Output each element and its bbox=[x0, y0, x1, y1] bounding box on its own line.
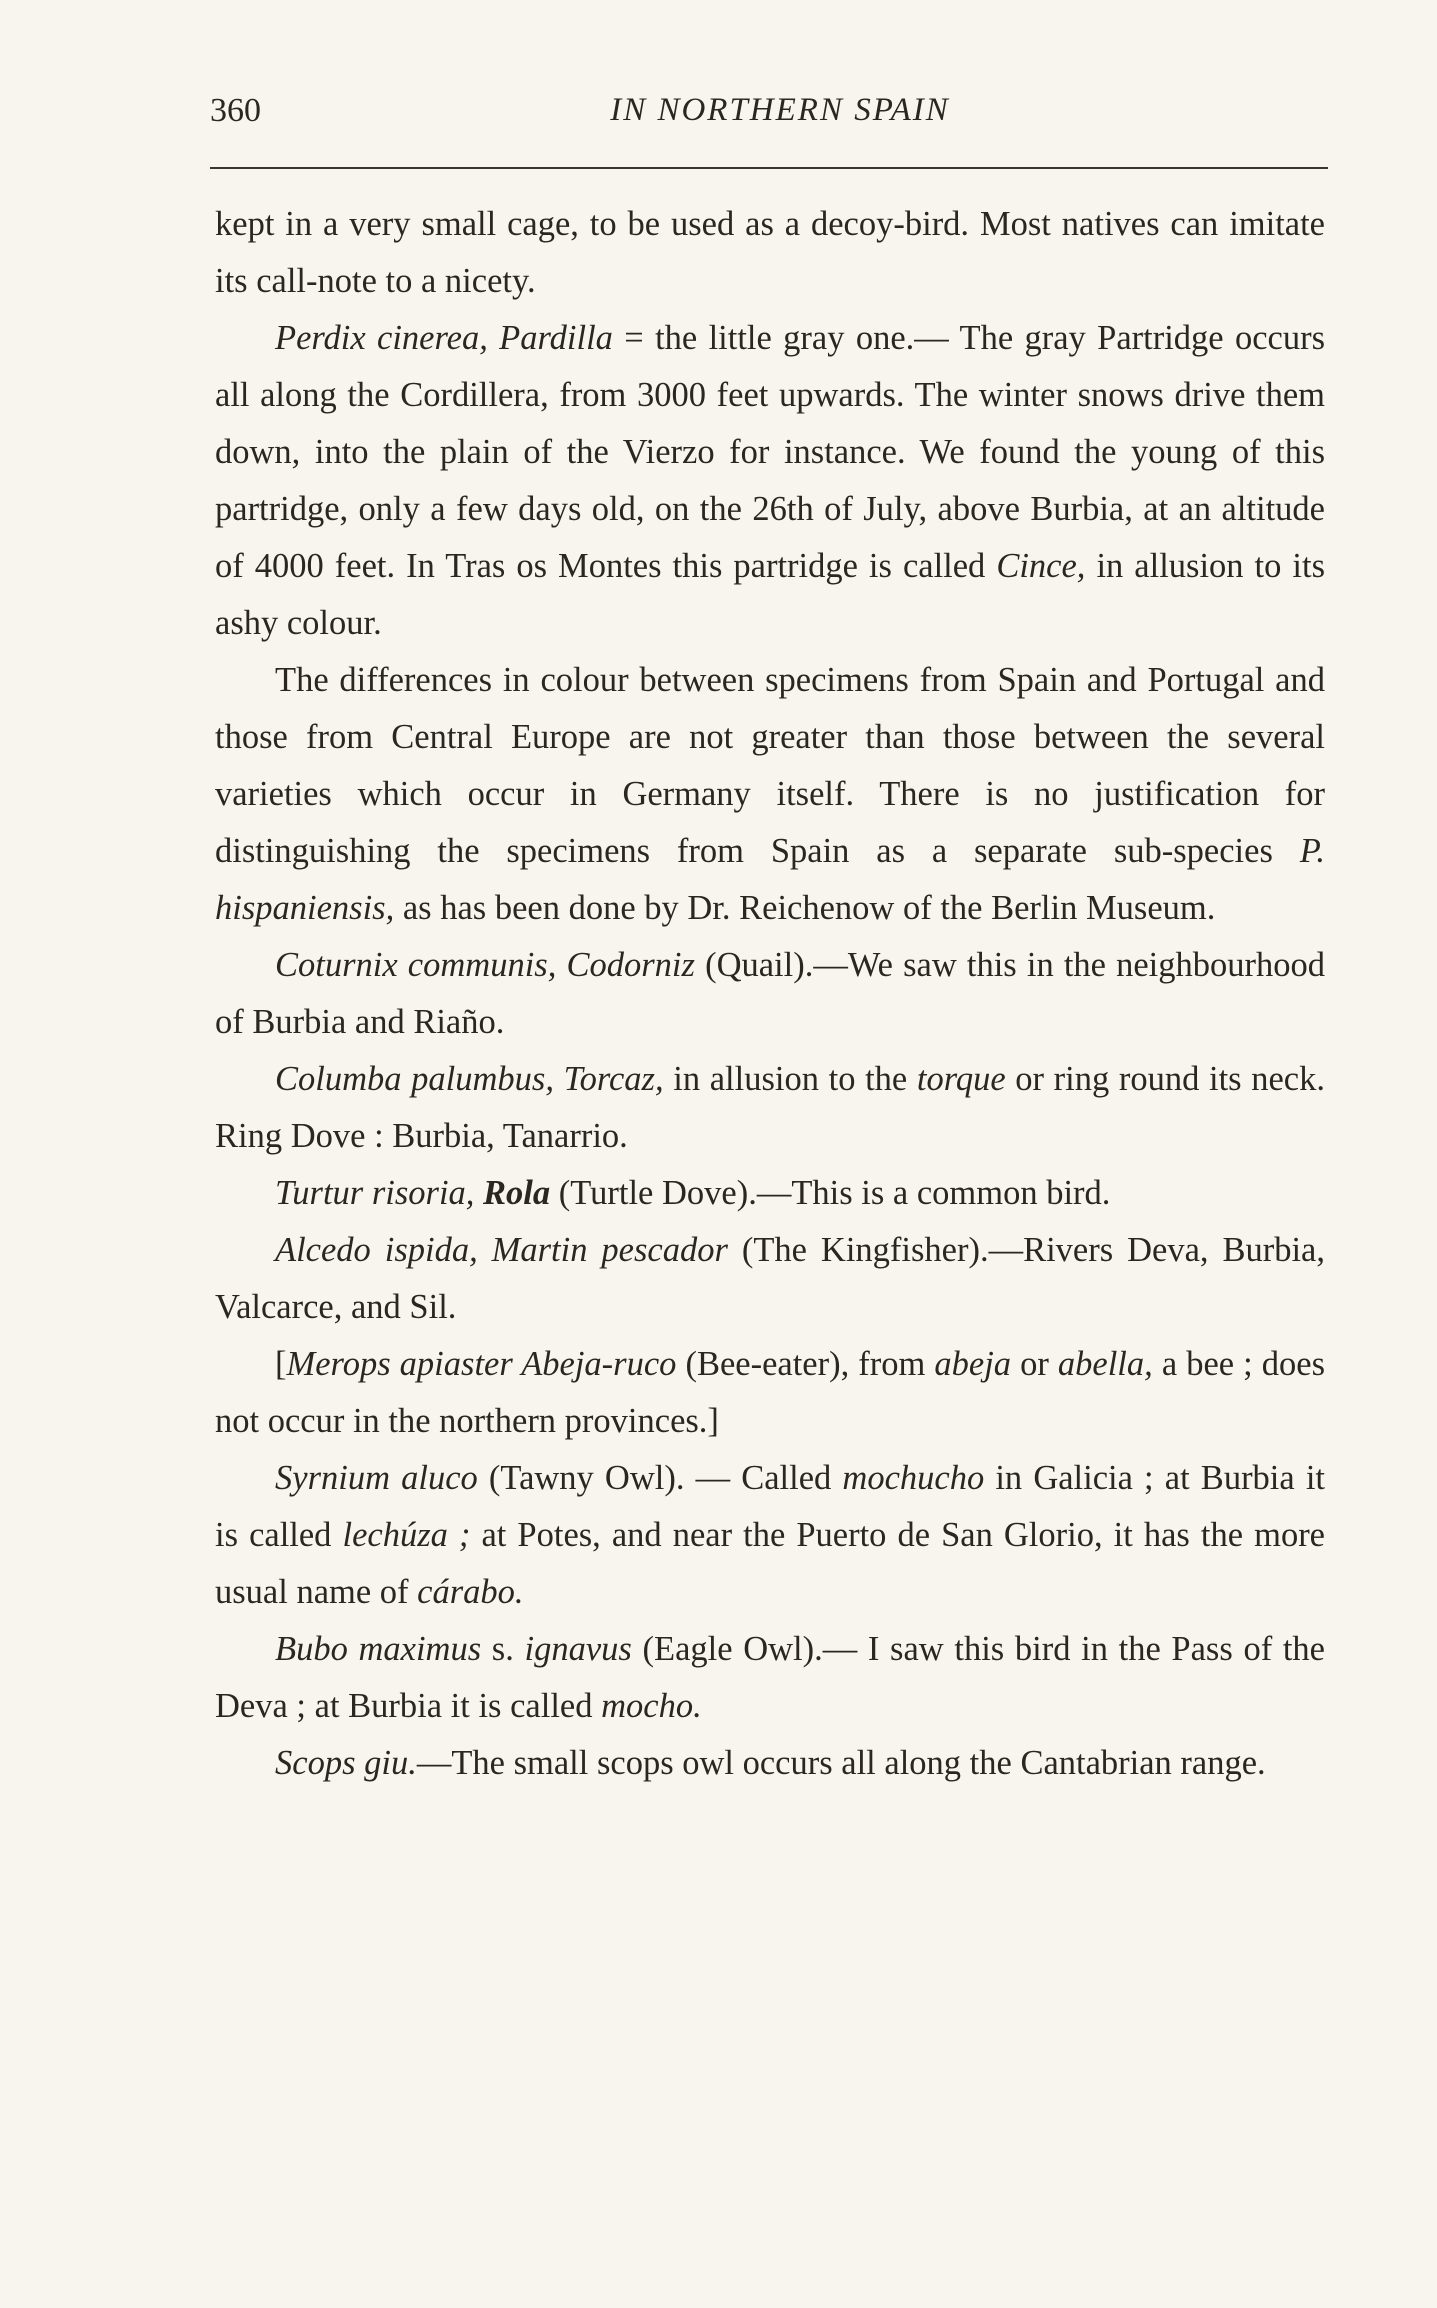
italic-term: Cince, bbox=[996, 547, 1086, 585]
italic-term: Perdix cinerea, Pardilla bbox=[275, 319, 613, 357]
italic-term: P. hispaniensis, bbox=[215, 832, 1325, 927]
text-run: The differences in colour between specimens from Spain and Portugal and those from Central Europe are not greater than those between the several varieties which occur in Germany itself. There is no justification for distinguishing the specimens from Spain as a separate sub-species bbox=[215, 661, 1325, 870]
italic-term: mocho. bbox=[601, 1687, 702, 1725]
text-run: (Quail).—We saw this in the neighbourhood of Burbia and Riaño. bbox=[215, 946, 1326, 1041]
text-run: (Tawny Owl). — Called bbox=[477, 1459, 843, 1497]
paragraph-syrnium bbox=[215, 1450, 1325, 1621]
paragraph-perdix bbox=[215, 310, 1325, 652]
text-run: kept in a very small cage, to be used as a decoy-bird. Most natives can imitate its call-note to a nicety. bbox=[215, 205, 1325, 300]
italic-term: Syrnium aluco bbox=[275, 1459, 478, 1497]
text-run: in allusion to the bbox=[663, 1060, 917, 1098]
italic-term: abella, bbox=[1057, 1345, 1153, 1383]
italic-term: mochucho bbox=[842, 1459, 985, 1497]
text-run: (Bee-eater), from bbox=[676, 1345, 935, 1383]
italic-term: abeja bbox=[934, 1345, 1012, 1383]
text-run: (Eagle Owl).— I saw this bird in the Pass of the Deva ; at Burbia it is called bbox=[215, 1630, 1325, 1725]
text-run: a bee ; does not occur in the northern provinces.] bbox=[215, 1345, 1325, 1440]
text-run: in allusion to its ashy colour. bbox=[215, 547, 1325, 642]
paragraph-alcedo bbox=[215, 1222, 1325, 1336]
header-rule bbox=[210, 167, 1328, 169]
italic-term: lechúza ; bbox=[342, 1516, 471, 1554]
italic-term: Coturnix communis, Codorniz bbox=[275, 946, 695, 984]
italic-term: torque bbox=[916, 1060, 1006, 1098]
italic-term: Scops giu. bbox=[275, 1744, 417, 1782]
text-run: as has been done by Dr. Reichenow of the Berlin Museum. bbox=[394, 889, 1216, 927]
paragraph-scops bbox=[215, 1735, 1325, 1792]
text-run: (The Kingfisher).—Rivers Deva, Burbia, Valcarce, and Sil. bbox=[215, 1231, 1325, 1326]
paragraph-bubo bbox=[215, 1621, 1325, 1735]
text-body bbox=[215, 196, 1325, 1792]
text-run: in Galicia ; at Burbia it is called bbox=[215, 1459, 1326, 1554]
italic-term: Columba palumbus, Torcaz, bbox=[275, 1060, 664, 1098]
paragraph-continuation bbox=[215, 196, 1325, 310]
text-run: [ bbox=[275, 1345, 287, 1383]
text-run: or bbox=[1011, 1345, 1058, 1383]
italic-term: Alcedo ispida, Martin pescador bbox=[275, 1231, 728, 1269]
paragraph-differences bbox=[215, 652, 1325, 937]
text-run: at Potes, and near the Puerto de San Glorio, it has the more usual name of bbox=[215, 1516, 1325, 1611]
page-header bbox=[210, 92, 1330, 142]
page-number: 360 bbox=[210, 92, 261, 129]
italic-term: cárabo. bbox=[417, 1573, 524, 1611]
italic-term: ignavus bbox=[524, 1630, 632, 1668]
italic-term: Rola bbox=[483, 1174, 551, 1212]
text-run: s. bbox=[481, 1630, 525, 1668]
paragraph-columba bbox=[215, 1051, 1325, 1165]
text-run: = the little gray one.— The gray Partridge occurs all along the Cordillera, from 3000 feet upwards. The winter snows drive them down, into the plain of the Vierzo for instance. We found the young of this partridge, only a few days old, on the 26th of July, above Burbia, at an altitude of 4000 feet. In Tras os Montes this partridge is called bbox=[215, 319, 1326, 585]
italic-term: Turtur risoria, bbox=[275, 1174, 484, 1212]
italic-term: Merops apiaster Abeja-ruco bbox=[286, 1345, 677, 1383]
text-run: or ring round its neck. Ring Dove : Burbia, Tanarrio. bbox=[215, 1060, 1325, 1155]
italic-term: Bubo maximus bbox=[275, 1630, 482, 1668]
text-run: (Turtle Dove).—This is a common bird. bbox=[550, 1174, 1111, 1212]
text-run: —The small scops owl occurs all along the Cantabrian range. bbox=[416, 1744, 1266, 1782]
paragraph-merops bbox=[215, 1336, 1325, 1450]
paragraph-turtur bbox=[215, 1165, 1325, 1222]
paragraph-coturnix bbox=[215, 937, 1325, 1051]
running-head: IN NORTHERN SPAIN bbox=[610, 92, 950, 128]
